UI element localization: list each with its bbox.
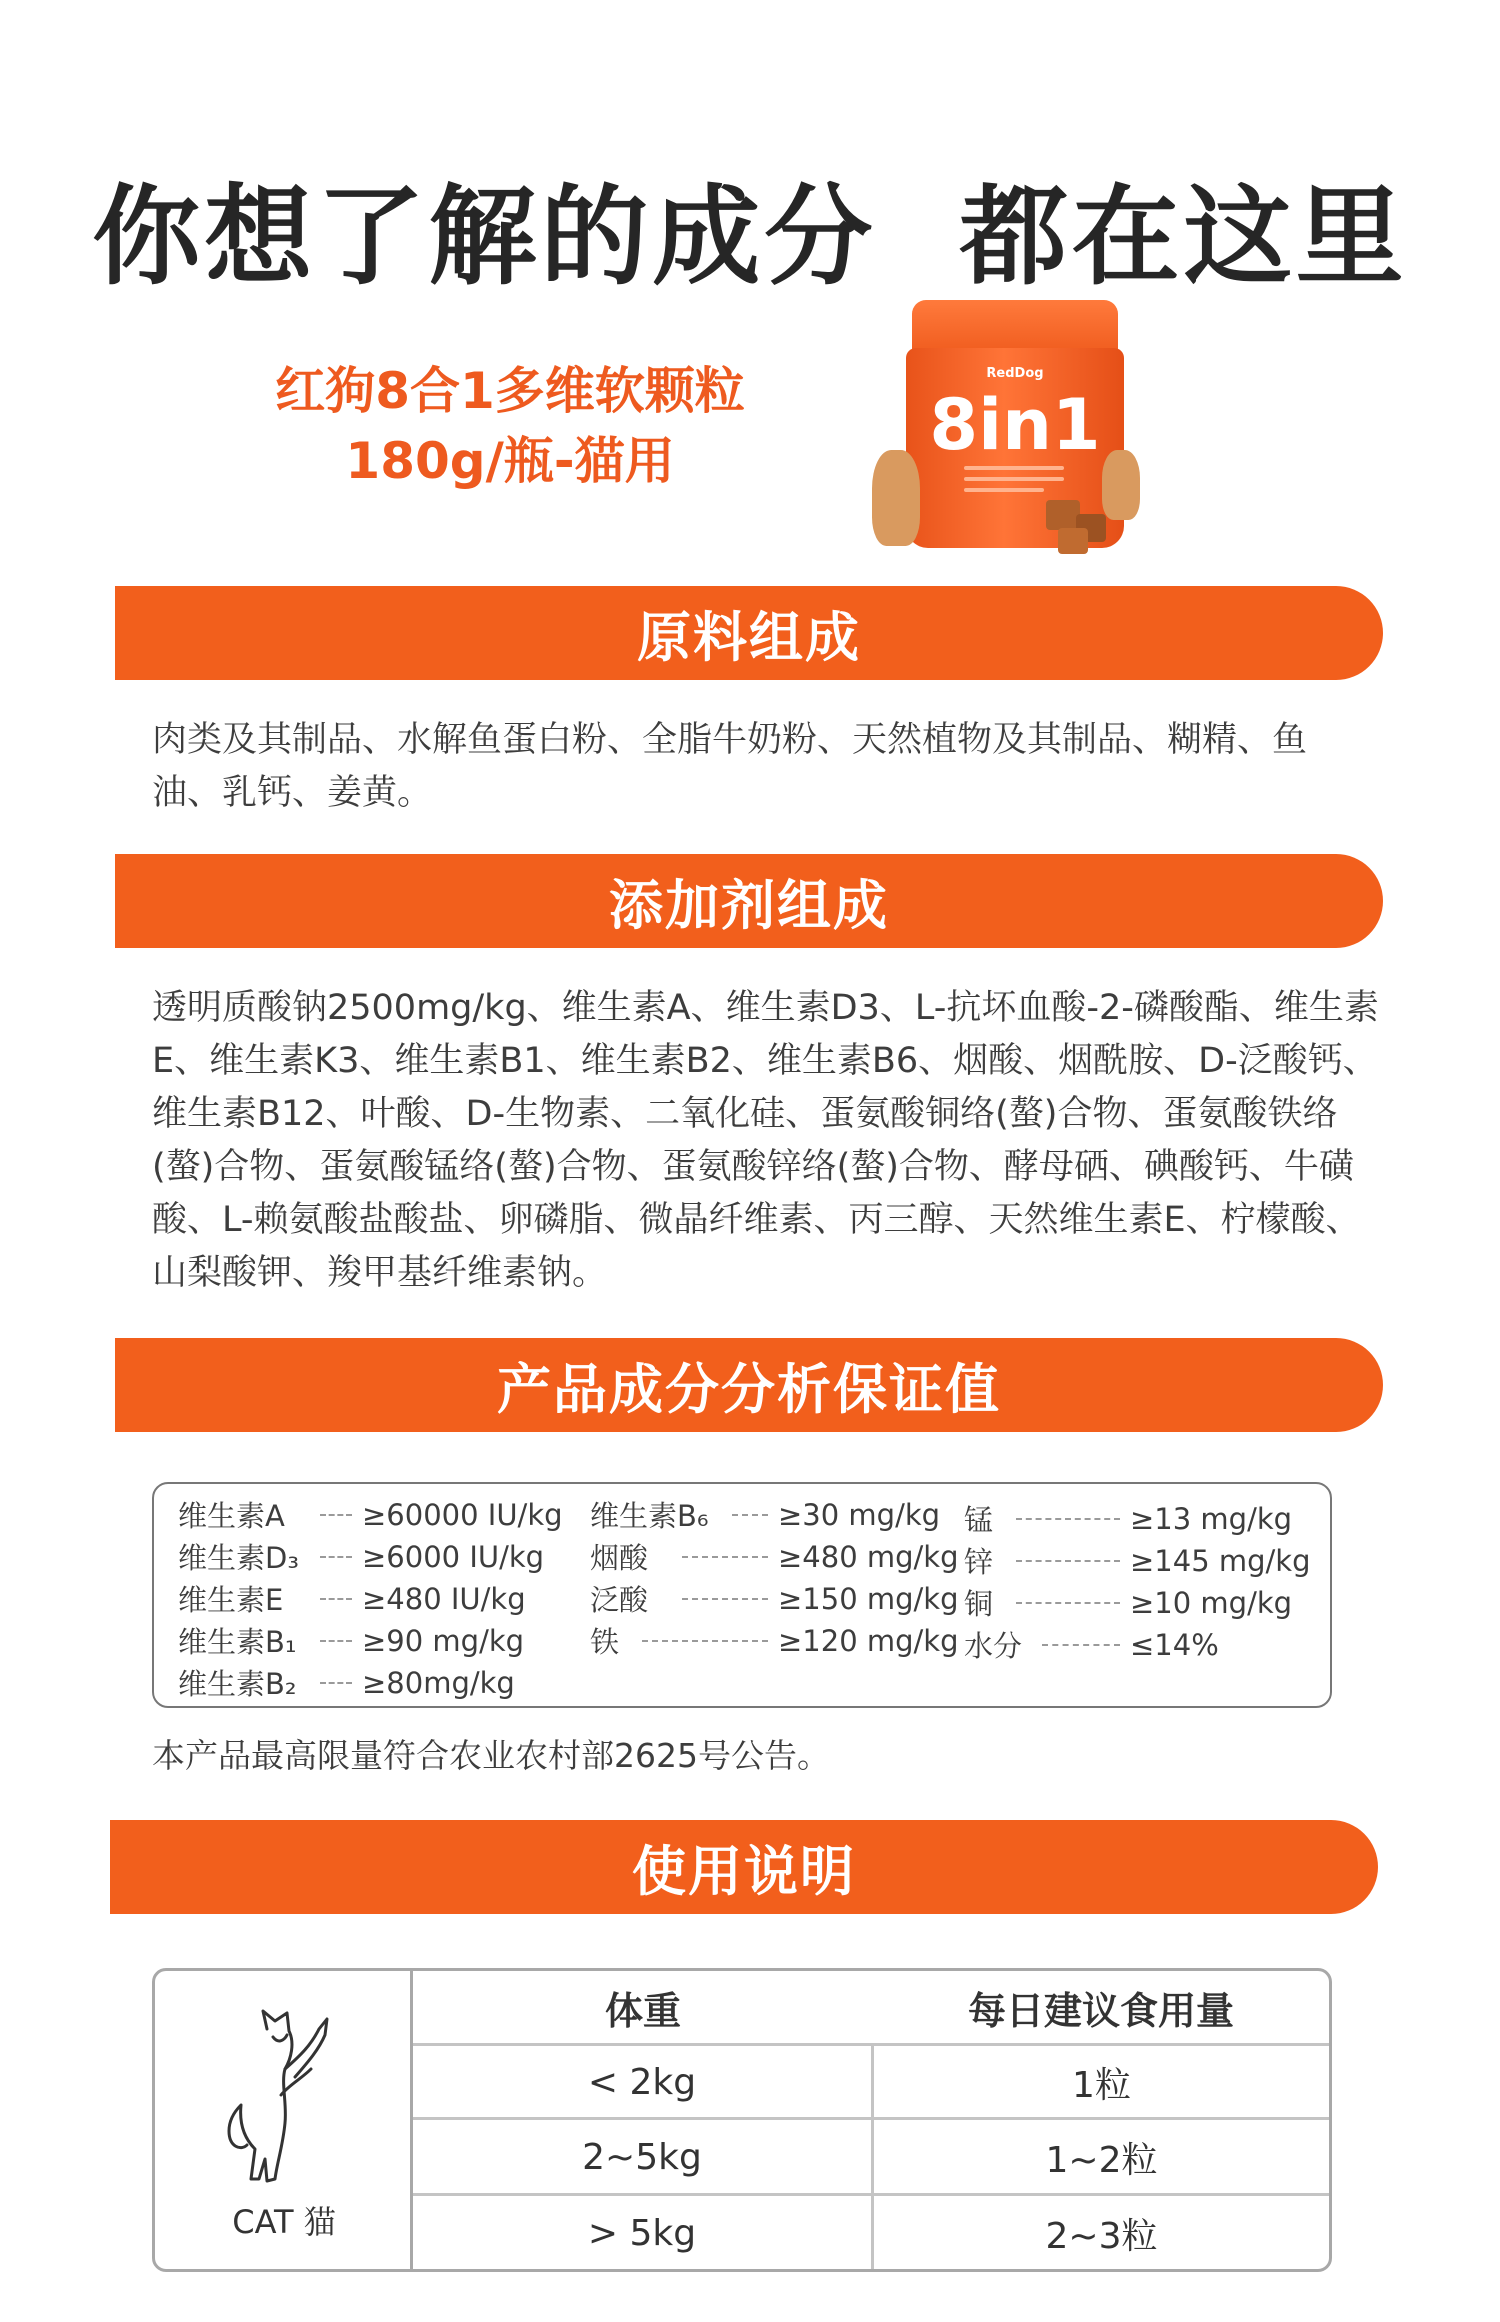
leader-dots <box>1016 1602 1120 1604</box>
analysis-row <box>590 1494 940 1535</box>
analysis-row <box>178 1536 544 1577</box>
analysis-row <box>178 1578 526 1619</box>
section-header-analysis <box>115 1338 1383 1432</box>
nutrient-value: ≥150 mg/kg <box>778 1581 959 1616</box>
section-header-additives <box>115 854 1383 948</box>
nutrient-name: 维生素B₁ <box>178 1625 297 1659</box>
nutrient-name: 维生素E <box>178 1583 284 1617</box>
nutrient-name: 锰 <box>964 1503 994 1537</box>
leader-dots <box>642 1640 768 1642</box>
product-name-line2: 180g/瓶-猫用 <box>345 432 675 490</box>
nutrient-value: ≥480 IU/kg <box>362 1581 526 1616</box>
treat-cube <box>1046 500 1080 530</box>
nutrient-name: 铜 <box>964 1587 994 1621</box>
product-name <box>180 356 840 496</box>
analysis-row <box>964 1582 1292 1623</box>
analysis-row <box>178 1494 563 1535</box>
header-daily-amount: 每日建议食用量 <box>967 1988 1234 2033</box>
nutrient-value: ≥480 mg/kg <box>778 1539 959 1574</box>
analysis-row <box>178 1662 515 1703</box>
nutrient-value: ≤14% <box>1130 1627 1219 1662</box>
nutrient-name: 锌 <box>964 1545 994 1579</box>
section-title: 添加剂组成 <box>609 873 889 937</box>
analysis-row <box>590 1578 959 1619</box>
analysis-row <box>590 1536 959 1577</box>
nutrient-value: ≥145 mg/kg <box>1130 1543 1311 1578</box>
nutrient-name: 维生素D₃ <box>178 1541 299 1575</box>
leader-dots <box>732 1514 768 1516</box>
amount-cell: 1粒 <box>1072 2064 1131 2106</box>
nutrient-name: 维生素B₂ <box>178 1667 297 1701</box>
leader-dots <box>1042 1644 1120 1646</box>
weight-cell: < 2kg <box>587 2061 697 2103</box>
section-header-usage <box>110 1820 1378 1914</box>
nutrient-name: 铁 <box>590 1625 620 1659</box>
amount-cell: 2~3粒 <box>1045 2215 1158 2257</box>
leader-dots <box>1016 1560 1120 1562</box>
analysis-row <box>178 1620 524 1661</box>
nutrient-value: ≥80mg/kg <box>362 1665 515 1700</box>
nutrient-name: 泛酸 <box>590 1583 649 1617</box>
raw-materials-text: 肉类及其制品、水解鱼蛋白粉、全脂牛奶粉、天然植物及其制品、糊精、鱼油、乳钙、姜黄。 <box>152 720 1308 813</box>
leader-dots <box>320 1514 352 1516</box>
leader-dots <box>320 1640 352 1642</box>
nutrient-value: ≥120 mg/kg <box>778 1623 959 1658</box>
analysis-row <box>964 1498 1292 1539</box>
leader-dots <box>320 1682 352 1684</box>
analysis-values-box <box>152 1482 1332 1708</box>
nutrient-value: ≥90 mg/kg <box>362 1623 525 1658</box>
analysis-row <box>590 1620 959 1661</box>
amount-cell: 1~2粒 <box>1045 2139 1158 2181</box>
product-jar-image <box>870 300 1160 560</box>
weight-cell: 2~5kg <box>582 2136 702 2178</box>
nutrient-value: ≥60000 IU/kg <box>362 1497 563 1532</box>
section-title: 原料组成 <box>637 605 861 669</box>
usage-table <box>152 1968 1332 2272</box>
leader-dots <box>682 1556 768 1558</box>
nutrient-value: ≥13 mg/kg <box>1130 1501 1293 1536</box>
nutrient-name: 维生素A <box>178 1499 285 1533</box>
section-title: 使用说明 <box>632 1839 856 1903</box>
jar-fine-print <box>964 466 1064 499</box>
analysis-row <box>964 1624 1219 1665</box>
leader-dots <box>320 1598 352 1600</box>
cat-cell <box>155 1971 413 2269</box>
jar-label: 8in1 <box>929 384 1101 466</box>
treat-cube <box>1058 528 1088 554</box>
cat-icon <box>215 1999 355 2199</box>
kitten-figure-left <box>872 450 920 546</box>
nutrient-value: ≥6000 IU/kg <box>362 1539 545 1574</box>
nutrient-name: 维生素B₆ <box>590 1499 709 1533</box>
kitten-figure-right <box>1102 450 1140 520</box>
leader-dots <box>320 1556 352 1558</box>
cat-label: CAT 猫 <box>232 2203 336 2241</box>
leader-dots <box>1016 1518 1120 1520</box>
jar-brand-logo: RedDog <box>986 366 1044 381</box>
nutrient-value: ≥30 mg/kg <box>778 1497 941 1532</box>
analysis-row <box>964 1540 1311 1581</box>
additives-text: 透明质酸钠2500mg/kg、维生素A、维生素D3、L-抗坏血酸-2-磷酸酯、维生素E、维生素K3、维生素B1、维生素B2、维生素B6、烟酸、烟酰胺、D-泛酸钙、维生素B12、叶酸、D-生物素、二氧化硅、蛋氨酸铜络(螯)合物、蛋氨酸铁络(螯)合物、蛋氨酸锰络(螯)合物、蛋氨酸锌络(螯)合物、酵母硒、碘酸钙、牛磺酸、L-赖氨酸盐酸盐、卵磷脂、微晶纤维素、丙三醇、天然维生素E、柠檬酸、山梨酸钾、羧甲基纤维素钠。 <box>152 988 1379 1293</box>
section-header-raw-materials <box>115 586 1383 680</box>
weight-cell: > 5kg <box>587 2212 697 2254</box>
nutrient-name: 水分 <box>964 1629 1023 1663</box>
product-name-line1: 红狗8合1多维软颗粒 <box>275 362 745 420</box>
leader-dots <box>682 1598 768 1600</box>
section-title: 产品成分分析保证值 <box>497 1357 1001 1421</box>
nutrient-name: 烟酸 <box>590 1541 649 1575</box>
nutrient-value: ≥10 mg/kg <box>1130 1585 1293 1620</box>
page-headline: 你想了解的成分 都在这里 <box>92 175 1408 300</box>
regulation-note: 本产品最高限量符合农业农村部2625号公告。 <box>152 1736 830 1775</box>
header-weight: 体重 <box>604 1988 681 2033</box>
